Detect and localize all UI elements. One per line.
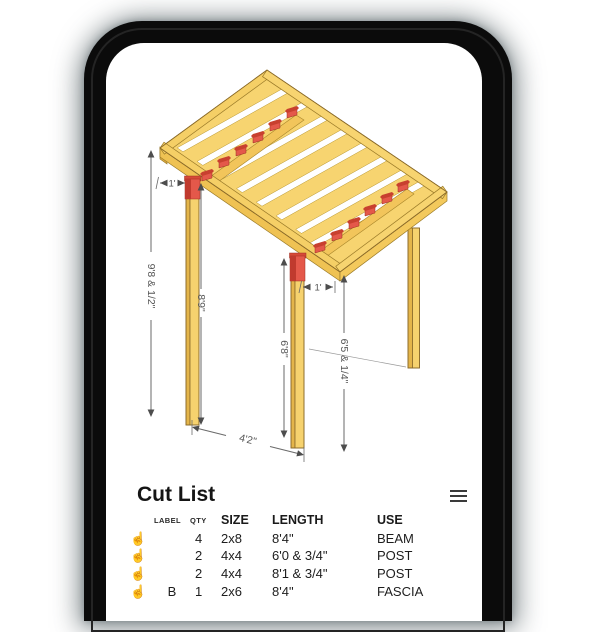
ground-extension-line [309, 349, 406, 367]
hamburger-icon[interactable] [450, 490, 467, 506]
cell-length: 8'4" [272, 530, 294, 546]
col-header-use: USE [377, 512, 403, 527]
tap-icon[interactable]: ☝ [130, 530, 147, 546]
dim-left-post: 8'9" [195, 294, 207, 312]
cell-length: 8'4" [272, 583, 294, 599]
dim-overall-height: 9'8 & 1/2" [145, 263, 157, 309]
cell-qty: 4 [195, 530, 203, 546]
middle-post-bracket [290, 253, 307, 281]
dim-mid-post: 6'8" [278, 340, 290, 358]
cell-label: B [167, 583, 177, 599]
cell-size: 4x4 [221, 566, 242, 582]
phone-mockup [84, 21, 512, 621]
rear-post [408, 228, 420, 368]
cell-size: 2x6 [221, 583, 242, 599]
middle-post [290, 253, 307, 448]
cell-qty: 1 [195, 583, 203, 599]
col-header-label: LABEL [154, 515, 181, 525]
col-header-length: LENGTH [272, 512, 324, 527]
cell-length: 8'1 & 3/4" [272, 566, 328, 582]
cut-list-table [130, 510, 474, 599]
app-screen [106, 43, 482, 621]
cell-size: 2x8 [221, 530, 242, 546]
page-title: Cut List [137, 483, 216, 506]
cell-qty: 2 [195, 566, 203, 582]
cell-size: 4x4 [221, 548, 242, 564]
cell-length: 6'0 & 3/4" [272, 548, 328, 564]
cell-use: FASCIA [377, 583, 424, 599]
dim-mid-overhang: 1' [314, 282, 322, 294]
col-header-qty: QTY [190, 515, 207, 525]
col-header-size: SIZE [221, 512, 249, 527]
tap-icon[interactable]: ☝ [130, 548, 147, 564]
left-post-bracket [185, 176, 202, 199]
cell-use: POST [377, 566, 413, 582]
tap-icon[interactable]: ☝ [130, 566, 147, 582]
dim-right-height: 6'5 & 1/4" [338, 338, 350, 384]
cell-qty: 2 [195, 548, 203, 564]
tap-icon[interactable]: ☝ [130, 583, 147, 599]
cell-use: BEAM [377, 530, 414, 546]
pergola-diagram [106, 43, 482, 478]
dim-left-overhang: 1' [168, 178, 176, 190]
dim-span: 4'2" [237, 432, 258, 448]
cell-use: POST [377, 548, 413, 564]
